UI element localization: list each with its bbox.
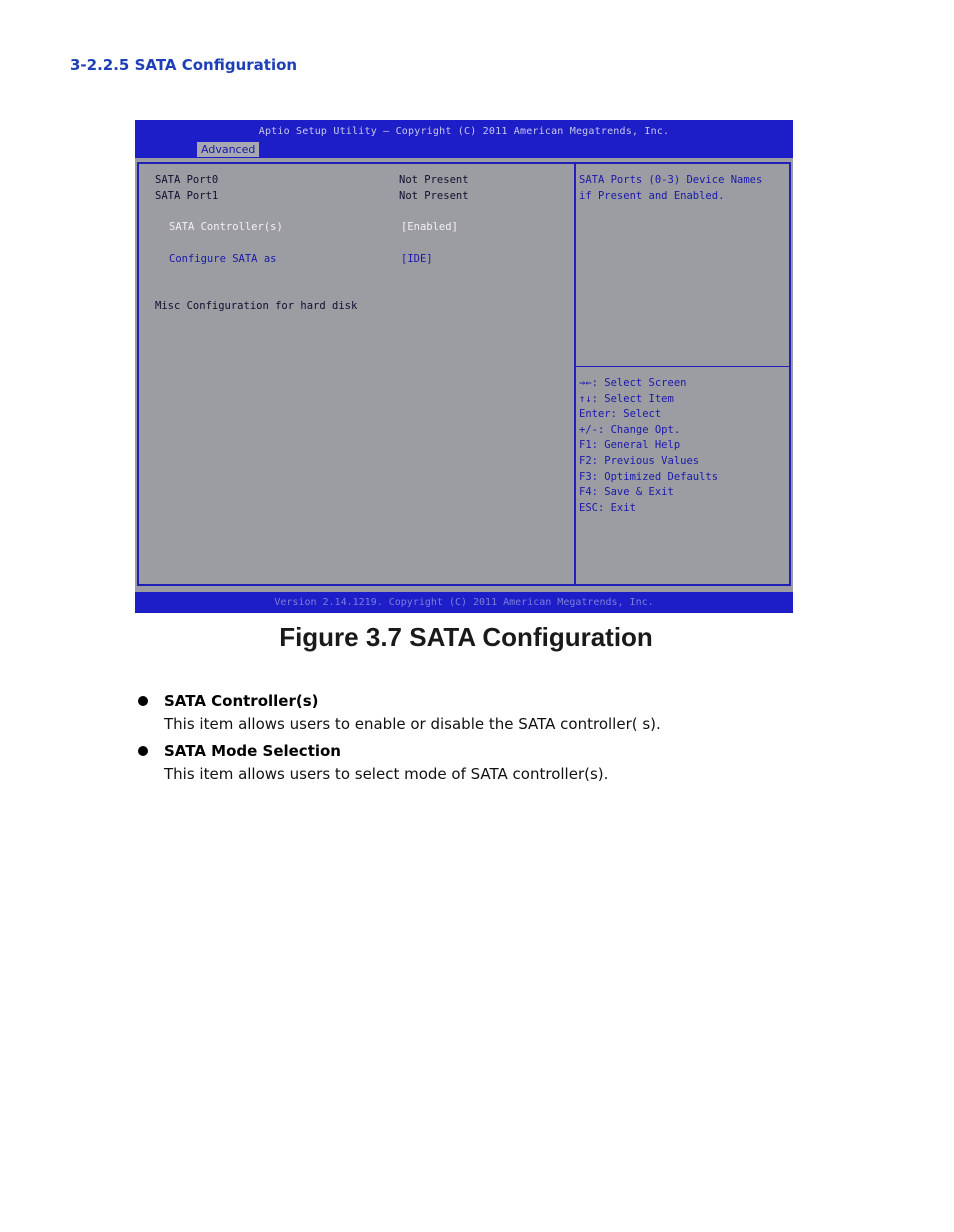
bios-key-item: F3: Optimized Defaults	[579, 470, 719, 483]
bios-key-item: F1: General Help	[579, 439, 681, 452]
bios-screenshot	[135, 120, 793, 613]
bullet-title: SATA Mode Selection	[164, 742, 341, 760]
bios-frame	[137, 162, 791, 586]
list-item	[136, 740, 896, 786]
bullet-title: SATA Controller(s)	[164, 692, 319, 710]
bios-divider-horizontal	[576, 366, 789, 367]
bios-key-item: +/-: Change Opt.	[579, 423, 681, 436]
bios-header-title: Aptio Setup Utility – Copyright (C) 2011 American Megatrends, Inc.	[258, 126, 670, 137]
bullet-icon	[138, 746, 148, 756]
bullet-description: This item allows users to select mode of SATA controller(s).	[164, 765, 609, 783]
bios-key-item: F4: Save & Exit	[579, 486, 674, 499]
bios-help-line: if Present and Enabled.	[579, 190, 725, 202]
bios-divider-vertical	[574, 164, 576, 584]
bios-label-sata-controllers: SATA Controller(s)	[169, 221, 283, 233]
section-title: 3-2.2.5 SATA Configuration	[70, 56, 298, 74]
bios-key-item: Enter: Select	[579, 408, 662, 421]
bios-tab-advanced: Advanced	[197, 142, 259, 157]
bios-key-item: ↑↓: Select Item	[579, 392, 674, 405]
list-item	[136, 690, 896, 736]
bullet-description: This item allows users to enable or disable the SATA controller( s).	[164, 715, 661, 733]
bullet-icon	[138, 696, 148, 706]
bios-label-sata-port1: SATA Port1	[155, 190, 219, 202]
bios-key-item: F2: Previous Values	[579, 454, 700, 467]
bios-key-legend	[579, 376, 718, 516]
bios-footer: Version 2.14.1219. Copyright (C) 2011 American Megatrends, Inc.	[135, 592, 793, 613]
bullet-list	[136, 690, 896, 790]
bios-label-configure-sata: Configure SATA as	[169, 253, 277, 265]
bios-value-sata-port0: Not Present	[399, 174, 469, 186]
bios-value-sata-controllers: [Enabled]	[401, 221, 458, 233]
bios-header	[135, 120, 793, 158]
bios-help-line: SATA Ports (0-3) Device Names	[579, 174, 763, 186]
bios-key-item: →←: Select Screen	[579, 377, 687, 389]
figure-caption: Figure 3.7 SATA Configuration	[279, 622, 653, 652]
bios-label-misc-configuration: Misc Configuration for hard disk	[155, 300, 358, 312]
bios-label-sata-port0: SATA Port0	[155, 174, 219, 186]
bios-value-configure-sata: [IDE]	[401, 253, 433, 265]
bios-value-sata-port1: Not Present	[399, 190, 469, 202]
bios-key-item: ESC: Exit	[579, 501, 636, 514]
